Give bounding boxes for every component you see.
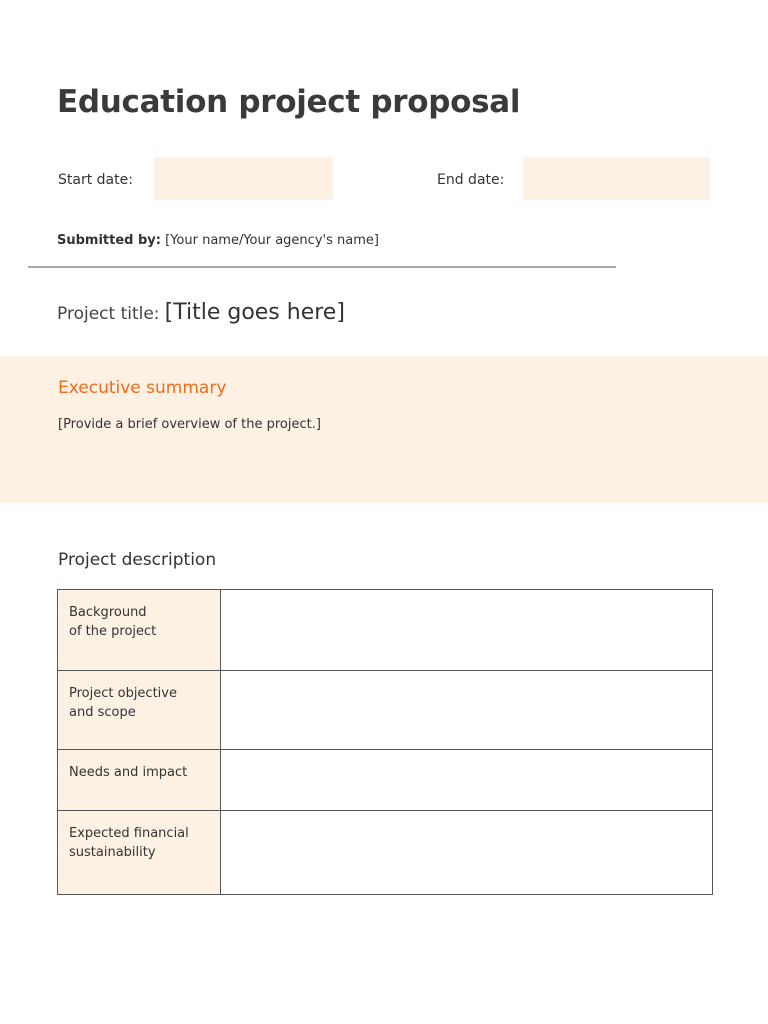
- background-label: Background of the project: [58, 590, 221, 671]
- project-title-label: Project title:: [57, 304, 160, 324]
- executive-summary-heading: Executive summary: [58, 378, 227, 398]
- project-title-line: [57, 300, 345, 325]
- needs-impact-content[interactable]: [221, 750, 712, 785]
- submitted-by-label: Submitted by:: [57, 233, 161, 248]
- executive-summary-text[interactable]: [Provide a brief overview of the project.]: [58, 417, 321, 432]
- objective-scope-label: Project objective and scope: [58, 671, 221, 750]
- background-cell[interactable]: [221, 590, 713, 671]
- end-date-label: End date:: [437, 172, 505, 188]
- needs-impact-label: Needs and impact: [58, 750, 221, 811]
- header-divider: [28, 266, 616, 268]
- project-description-heading: Project description: [58, 550, 217, 570]
- financial-sustainability-label: Expected financial sustainability: [58, 811, 221, 895]
- submitted-by-line: [57, 233, 379, 248]
- objective-scope-content[interactable]: [221, 671, 712, 706]
- financial-sustainability-content[interactable]: [221, 811, 712, 846]
- project-description-table: [57, 589, 713, 895]
- objective-scope-cell[interactable]: [221, 671, 713, 750]
- table-row: [58, 811, 713, 895]
- table-row: [58, 671, 713, 750]
- needs-impact-cell[interactable]: [221, 750, 713, 811]
- document-title: Education project proposal: [57, 84, 521, 120]
- start-date-label: Start date:: [58, 172, 133, 188]
- financial-sustainability-cell[interactable]: [221, 811, 713, 895]
- submitted-by-value[interactable]: [Your name/Your agency's name]: [165, 233, 379, 248]
- start-date-field[interactable]: [154, 157, 333, 200]
- executive-summary-section: [0, 356, 768, 503]
- table-row: [58, 750, 713, 811]
- end-date-field[interactable]: [523, 157, 710, 200]
- table-row: [58, 590, 713, 671]
- background-content[interactable]: [221, 590, 712, 625]
- project-title-value[interactable]: [Title goes here]: [164, 300, 345, 325]
